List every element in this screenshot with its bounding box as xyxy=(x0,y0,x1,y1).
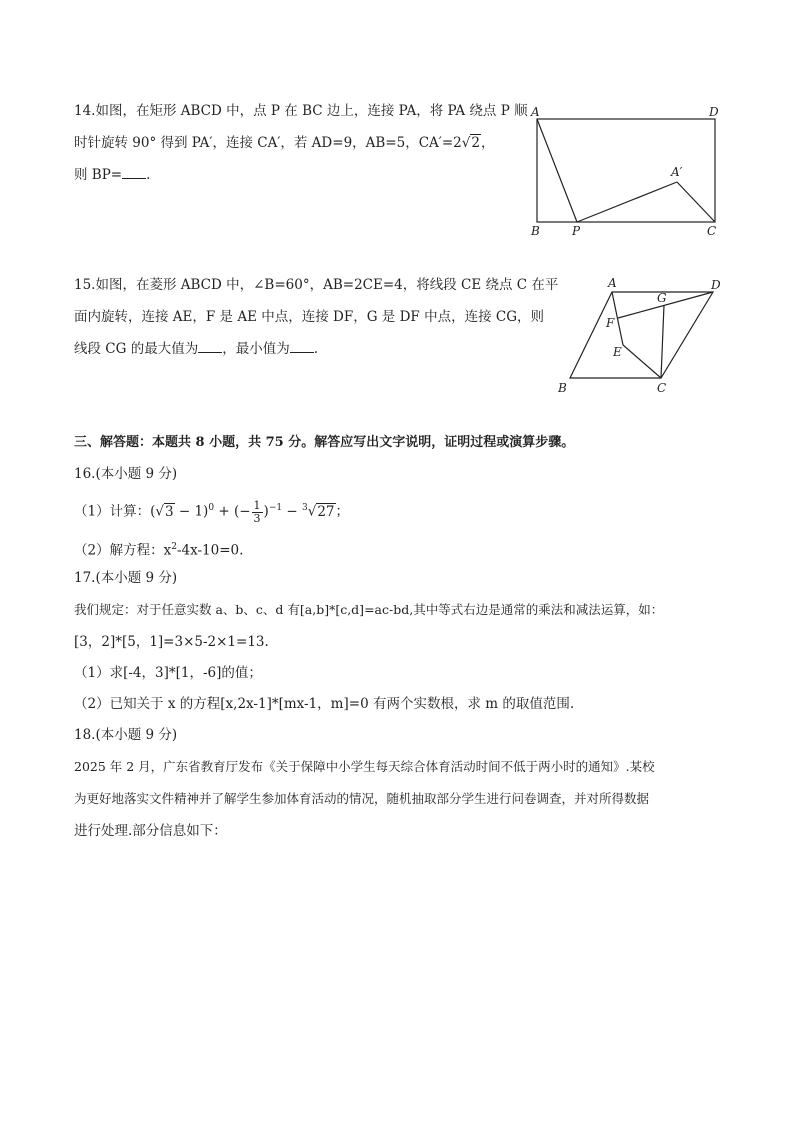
label-b: B xyxy=(558,381,567,395)
q15-line-3-mid: ，最小值为 xyxy=(222,341,290,357)
label-c: C xyxy=(707,224,717,238)
label-p: P xyxy=(572,224,581,238)
q18-line-1: 2025 年 2 月，广东省教育厅发布《关于保障中小学生每天综合体育活动时间不低于两小时的通知》.某校 xyxy=(74,759,655,774)
label-a: A xyxy=(608,276,617,290)
answer-blank-min xyxy=(290,340,314,353)
q16-exp-0: 0 xyxy=(208,503,215,513)
answer-blank xyxy=(122,166,146,179)
q15-line-3 xyxy=(74,339,318,359)
q18-line-3: 进行处理.部分信息如下： xyxy=(74,823,227,839)
q15-line-1: 15.如图，在菱形 ABCD 中，∠B=60°，AB=2CE=4，将线段 CE 绕点 C 在平 xyxy=(74,277,559,293)
q18-line-2: 为更好地落实文件精神并了解学生参加体育活动的情况，随机抽取部分学生进行问卷调查，并对所得数据 xyxy=(74,791,650,806)
q16-p1-c: + (− xyxy=(214,503,251,520)
q16-p1-a: （1）计算：( xyxy=(74,503,156,520)
label-d: D xyxy=(709,105,719,119)
q17-line-2: [3，2]*[5，1]=3×5-2×1=13. xyxy=(74,634,269,650)
q14-line-3 xyxy=(74,165,150,185)
sqrt-symbol: √ xyxy=(155,503,164,520)
label-g: G xyxy=(657,291,667,305)
q17-heading: 17.(本小题 9 分) xyxy=(74,570,178,586)
q17-line-3: （1）求[-4，3]*[1，-6]的值； xyxy=(74,665,262,681)
q16-p1-d: ) xyxy=(263,503,269,520)
q16-part-1 xyxy=(74,498,349,525)
q17-line-4: （2）已知关于 x 的方程[x,2x-1]*[mx-1，m]=0 有两个实数根，求 m 的取值范围. xyxy=(74,696,575,712)
segment-ca2 xyxy=(677,182,715,222)
q16-exp-neg1: −1 xyxy=(268,503,283,513)
label-f: F xyxy=(606,316,615,330)
sqrt-symbol: √ xyxy=(461,135,471,151)
sqrt-symbol: √ xyxy=(307,503,317,520)
label-e: E xyxy=(613,345,622,359)
q16-p2-a: （2）解方程：x xyxy=(74,542,172,559)
fraction-denominator: 3 xyxy=(253,511,261,525)
q14-line-2 xyxy=(74,133,494,153)
q16-root-3: 3 xyxy=(164,503,174,520)
cube-root-index: 3 xyxy=(302,503,308,513)
q16-part-2 xyxy=(74,537,243,561)
rectangle-abcd xyxy=(537,119,715,222)
segment-pa xyxy=(537,119,577,222)
q14-line-3-text: 则 BP= xyxy=(74,167,123,183)
q16-p1-f: ； xyxy=(335,503,350,520)
q14-figure xyxy=(527,103,727,243)
q17-line-1: 我们规定：对于任意实数 a、b、c、d 有[a,b]*[c,d]=ac-bd,其中等式右边是通常的乘法和减法运算，如： xyxy=(74,602,664,617)
q15-figure xyxy=(555,272,735,402)
q16-p1-b: − 1) xyxy=(174,503,209,520)
q14-line-2-end: ， xyxy=(480,135,495,151)
q16-p2-b: -4x-10=0. xyxy=(176,542,244,559)
answer-blank-max xyxy=(198,340,222,353)
section-heading: 三、解答题：本题共 8 小题，共 75 分。解答应写出文字说明，证明过程或演算步骤。 xyxy=(74,435,575,450)
fraction-numerator: 1 xyxy=(253,498,261,512)
q14-line-1: 14.如图，在矩形 ABCD 中，点 P 在 BC 边上，连接 PA，将 PA 绕点 P 顺 xyxy=(74,103,528,119)
q15-line-3-text: 线段 CG 的最大值为 xyxy=(74,341,199,357)
label-a-prime: A′ xyxy=(671,165,683,179)
q14-root: 2 xyxy=(471,135,480,151)
segment-gc xyxy=(661,305,664,378)
label-a: A xyxy=(531,105,540,119)
segment-pa2 xyxy=(577,182,677,222)
label-c: C xyxy=(657,381,667,395)
q15-line-3-end: . xyxy=(313,341,318,357)
q15-line-2: 面内旋转，连接 AE，F 是 AE 中点，连接 DF，G 是 DF 中点，连接 CG，则 xyxy=(74,309,544,325)
q14-line-3-end: . xyxy=(146,167,151,183)
label-b: B xyxy=(531,224,540,238)
q16-p2-exp: 2 xyxy=(171,542,177,552)
rhombus-abcd xyxy=(570,292,713,378)
q16-p1-e: − xyxy=(282,503,302,520)
segment-ec xyxy=(623,345,661,378)
fraction xyxy=(252,500,263,525)
q18-heading: 18.(本小题 9 分) xyxy=(74,727,178,743)
q16-heading: 16.(本小题 9 分) xyxy=(74,466,178,482)
q14-line-2-text: 时针旋转 90° 得到 PA′，连接 CA′，若 AD=9，AB=5，CA′=2 xyxy=(74,135,462,151)
label-d: D xyxy=(711,278,721,292)
q16-root-27: 27 xyxy=(317,503,335,520)
